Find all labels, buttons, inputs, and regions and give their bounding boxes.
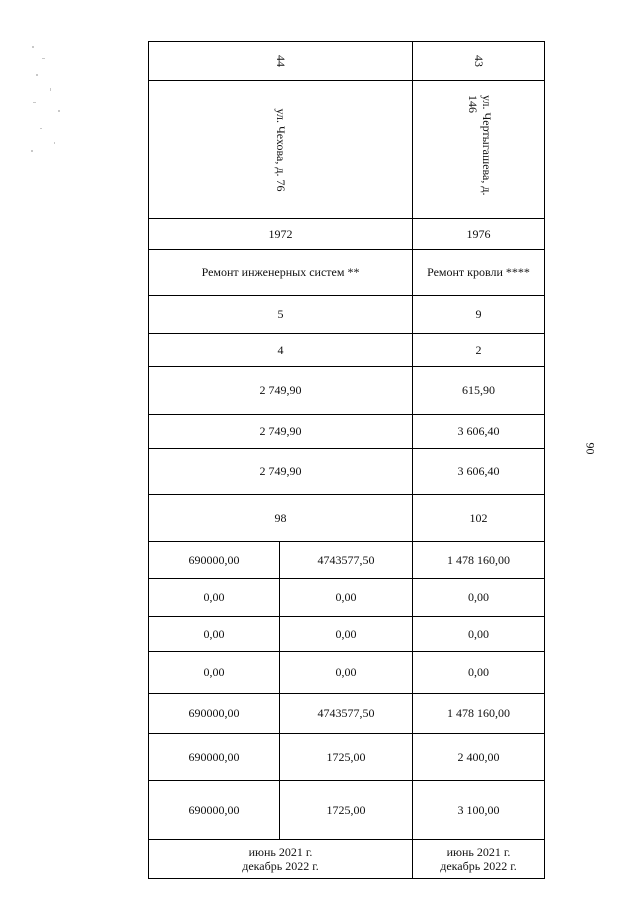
cell-right: 0,00 [413, 652, 545, 694]
period-left [149, 840, 413, 879]
cell-right: 2 [413, 334, 545, 367]
cell-split-a: 690000,00 [149, 694, 280, 734]
cell-left: 98 [149, 495, 413, 542]
cell-right: 1 478 160,00 [413, 542, 545, 579]
cell-right: 0,00 [413, 617, 545, 652]
cell-split-b: 0,00 [280, 652, 413, 694]
cell-split-a: 0,00 [149, 617, 280, 652]
period-right [413, 840, 545, 879]
cell-right: 3 606,40 [413, 415, 545, 449]
address-right: ул. Чертыгашева, д. 146 [413, 81, 545, 219]
cell-split-b: 0,00 [280, 617, 413, 652]
cell-left: 2 749,90 [149, 449, 413, 495]
cell-left: 5 [149, 296, 413, 334]
page-number: 90 [583, 442, 598, 455]
cell-split-a: 0,00 [149, 579, 280, 617]
repair-schedule-table [148, 41, 545, 879]
work-type-right: Ремонт кровли **** [413, 250, 545, 296]
period-left-start: июнь 2021 г. [248, 844, 313, 859]
address-left: ул. Чехова, д. 76 [149, 81, 413, 219]
cell-split-b: 0,00 [280, 579, 413, 617]
cell-right: 615,90 [413, 367, 545, 415]
cell-right: 3 100,00 [413, 781, 545, 840]
period-right-end: декабрь 2022 г. [440, 859, 517, 873]
column-number-left: 44 [149, 42, 413, 81]
column-number-right: 43 [413, 42, 545, 81]
cell-split-b: 4743577,50 [280, 694, 413, 734]
cell-right: 1 478 160,00 [413, 694, 545, 734]
period-left-end: декабрь 2022 г. [242, 859, 319, 873]
cell-right: 2 400,00 [413, 734, 545, 781]
cell-left: 2 749,90 [149, 415, 413, 449]
year-right: 1976 [413, 219, 545, 250]
cell-right: 3 606,40 [413, 449, 545, 495]
cell-right: 102 [413, 495, 545, 542]
cell-split-a: 690000,00 [149, 734, 280, 781]
cell-split-a: 690000,00 [149, 542, 280, 579]
year-left: 1972 [149, 219, 413, 250]
cell-left: 2 749,90 [149, 367, 413, 415]
cell-left: 4 [149, 334, 413, 367]
cell-right: 0,00 [413, 579, 545, 617]
scan-noise [28, 40, 78, 160]
work-type-left: Ремонт инженерных систем ** [149, 250, 413, 296]
cell-right: 9 [413, 296, 545, 334]
cell-split-b: 4743577,50 [280, 542, 413, 579]
cell-split-a: 690000,00 [149, 781, 280, 840]
cell-split-a: 0,00 [149, 652, 280, 694]
cell-split-b: 1725,00 [280, 734, 413, 781]
period-right-start: июнь 2021 г. [446, 844, 511, 859]
cell-split-b: 1725,00 [280, 781, 413, 840]
